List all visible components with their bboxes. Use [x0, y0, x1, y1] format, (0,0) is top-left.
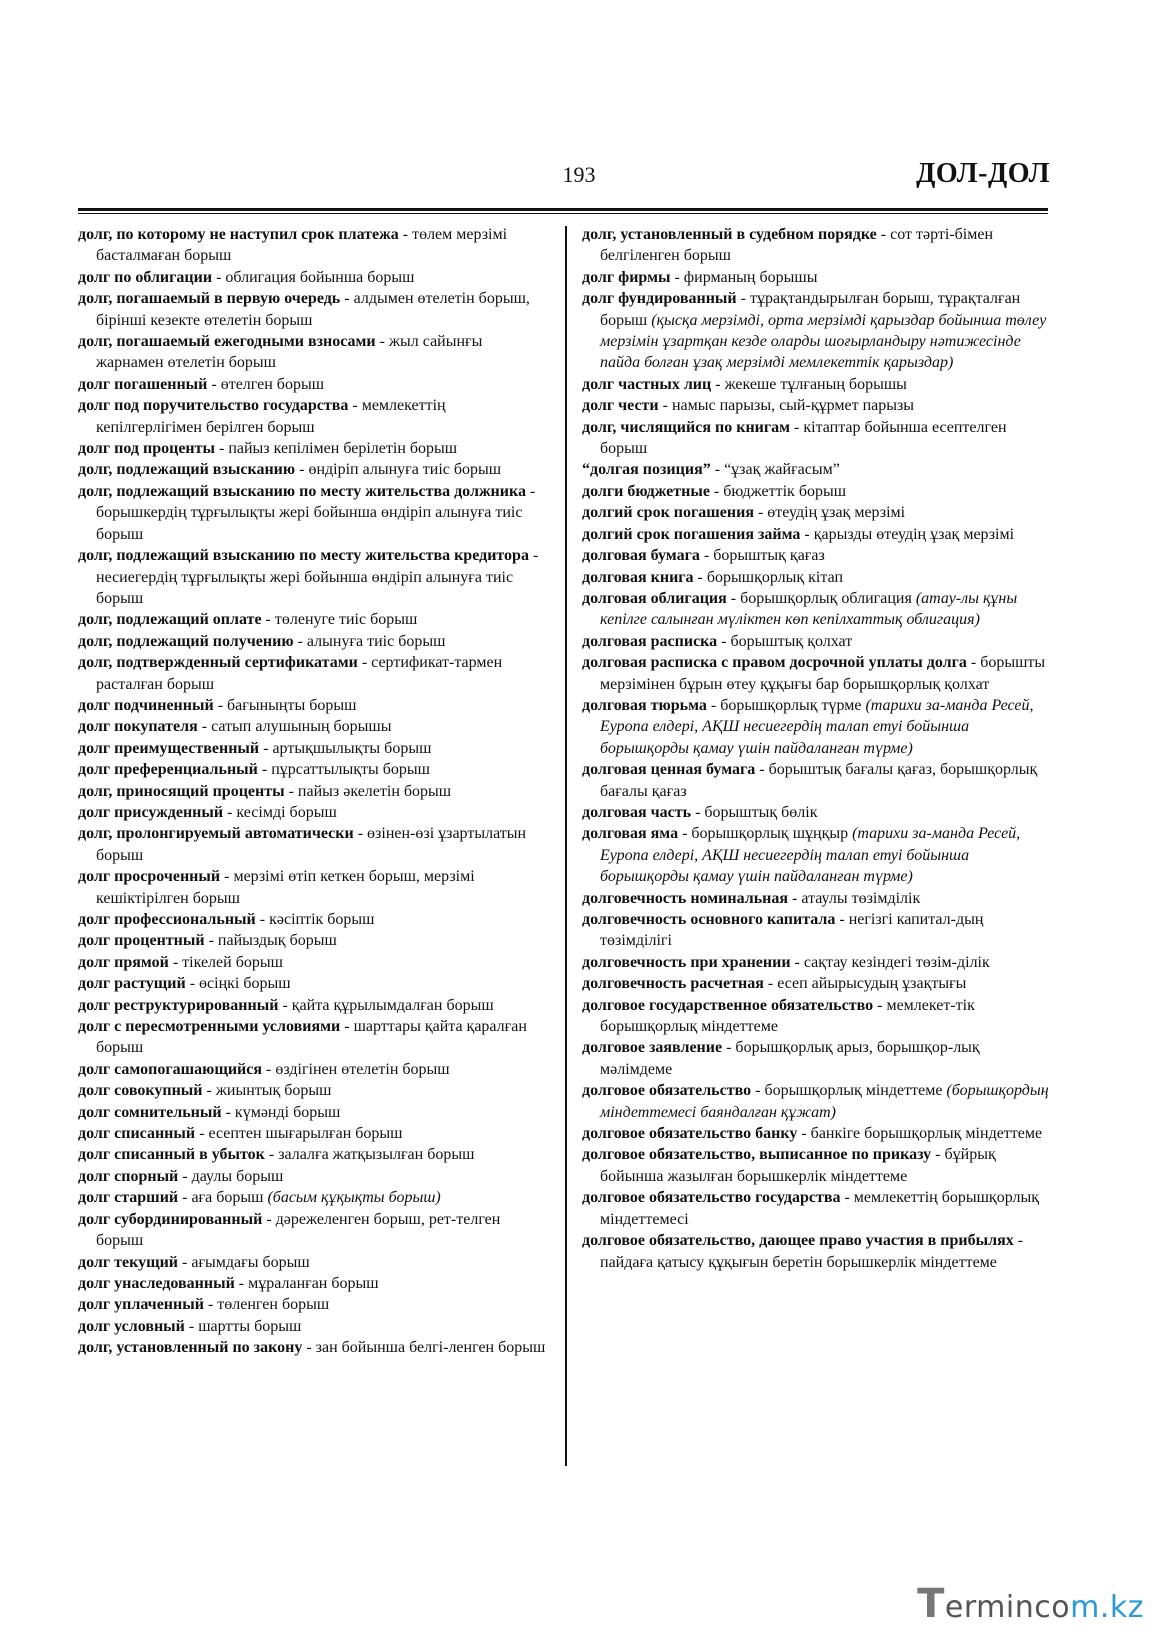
dictionary-entry [582, 909, 1050, 952]
entry-separator: - [797, 1125, 811, 1143]
entry-term: долг спорный [78, 1167, 179, 1185]
entry-definition: пұрсаттылықты борыш [271, 761, 430, 779]
entry-term: долг, погашаемый ежегодными взносами [78, 333, 376, 351]
dictionary-entry [78, 1187, 548, 1208]
entry-definition: шарттары қайта қаралған борыш [96, 1018, 527, 1057]
entry-separator: - [348, 397, 362, 415]
entry-separator: - [375, 333, 389, 351]
entry-definition: сот тәрті-бімен белгіленген борыш [600, 226, 994, 265]
entry-separator: - [763, 975, 778, 993]
entry-definition: намыс парызы, сый-құрмет парызы [671, 397, 915, 415]
entry-separator: - [736, 290, 750, 308]
entry-separator: - [185, 975, 200, 993]
dictionary-entry [78, 545, 548, 609]
entry-term: долг под поручительство государства [78, 397, 349, 415]
entry-term: долг, по которому не наступил срок платежа [78, 226, 399, 243]
entry-separator: - [800, 525, 814, 543]
entry-separator: - [751, 1082, 765, 1100]
entry-term: долг просроченный [78, 868, 221, 886]
entry-term: долг под проценты [78, 440, 215, 458]
entry-term: долг, подтвержденный сертификатами [78, 654, 358, 672]
entry-note: (тарихи за-манда Ресей, Еуропа елдері, АҚШ несиегердің талап етуі бойынша борышқорды қамау үшін пайдаланған түрме) [600, 825, 1021, 886]
entry-definition: өзінен-өзі ұзартылатын борыш [96, 825, 527, 864]
entry-separator: - [528, 547, 539, 565]
entry-separator: - [178, 1189, 192, 1207]
entry-term: долг, приносящий проценты [78, 782, 285, 800]
entry-definition: пайыз кепілімен берілетін борыш [228, 440, 458, 458]
entry-definition: қайта құрылымдалған борыш [291, 996, 494, 1014]
dictionary-entry [78, 973, 548, 994]
dictionary-entry [78, 695, 548, 716]
dictionary-entry [78, 1294, 548, 1315]
entry-term: долговая ценная бумага [582, 761, 756, 779]
entry-separator: - [788, 889, 802, 907]
entry-term: долг, пролонгируемый автоматически [78, 825, 354, 843]
dictionary-entry [78, 374, 548, 395]
entry-separator: - [340, 1018, 354, 1036]
entry-separator: - [753, 504, 768, 522]
dictionary-entry [582, 952, 1050, 973]
entry-separator: - [726, 589, 741, 607]
entry-separator: - [262, 1210, 276, 1228]
entry-definition: өсіңкі борыш [199, 975, 291, 993]
entry-separator: - [755, 761, 769, 779]
dictionary-entry [78, 1102, 548, 1123]
entry-term: долг старший [78, 1189, 179, 1207]
entry-definition: несиегердің тұрғылықты жері бойынша өндіріп алынуға тиіс борыш [96, 568, 514, 607]
entry-separator: - [711, 375, 725, 393]
terminkom-logo [917, 1581, 1144, 1627]
dictionary-entry [78, 631, 548, 652]
dictionary-entry [78, 224, 548, 267]
entry-definition: кәсіптік борыш [269, 911, 375, 928]
entry-term: долг покупателя [78, 718, 198, 736]
dictionary-entry [78, 459, 548, 480]
entry-note: (басым құқықты борыш) [267, 1189, 441, 1207]
entry-definition: сатып алушының борышы [211, 718, 392, 736]
dictionary-entry [78, 759, 548, 780]
dictionary-entry [78, 1273, 548, 1294]
dictionary-entry [78, 609, 548, 630]
entry-term: долговая часть [582, 803, 692, 821]
entry-separator: - [214, 440, 229, 458]
entry-term: долгий срок погашения займа [582, 525, 801, 543]
entry-separator: - [876, 226, 891, 243]
dictionary-entry [582, 759, 1050, 802]
entry-definition: даулы борыш [191, 1167, 284, 1185]
entry-separator: - [184, 1317, 199, 1335]
entry-separator: - [257, 761, 272, 779]
entry-term: долговечность основного капитала [582, 911, 836, 928]
entry-separator: - [234, 1274, 249, 1292]
entry-definition: зан бойынша белгі-ленген борыш [315, 1339, 546, 1357]
entry-definition: тұрақтандырылған борыш, тұрақталған борыш [600, 290, 1021, 329]
logo-letter: T [917, 1581, 945, 1627]
entry-definition: өздігінен өтелетін борыш [275, 1060, 450, 1078]
dictionary-entry [78, 909, 548, 930]
dictionary-entry [78, 716, 548, 737]
entry-separator: - [203, 1296, 218, 1314]
entry-term: долговое обязательство, дающее право участия в прибылях [582, 1232, 1014, 1250]
dictionary-entry [78, 438, 548, 459]
entry-definition: мемлекеттің кепілгерлігімен берілген борыш [96, 397, 446, 436]
entry-definition: мұраланған борыш [248, 1274, 379, 1292]
entry-separator: - [693, 568, 707, 586]
entry-term: долг, подлежащий получению [78, 632, 294, 650]
entry-definition: бағыныңты борыш [227, 696, 357, 714]
entry-definition: есептен шығарылған борыш [208, 1125, 403, 1143]
entry-separator: - [691, 803, 705, 821]
entry-definition: залалға жатқызылған борыш [278, 1146, 475, 1164]
entry-definition: борышқорлық міндеттеме [764, 1082, 943, 1100]
left-column [78, 224, 548, 1359]
entry-term: долговая бумага [582, 547, 700, 565]
entry-separator: - [212, 268, 226, 286]
entry-definition: төлем мерзімі басталмаған борыш [96, 226, 508, 265]
entry-term: долговая облигация [582, 589, 727, 607]
entry-definition: пайыз әкелетін борыш [297, 782, 452, 800]
entry-term: долг реструктурированный [78, 996, 279, 1014]
entry-definition: мерзімі өтіп кеткен борыш, мерзімі кешіктірілген борыш [96, 868, 475, 907]
dictionary-entry [582, 1037, 1050, 1080]
dictionary-entry [582, 588, 1050, 631]
section-title: ДОЛ-ДОЛ [916, 158, 1050, 189]
entry-term: долг с пересмотренными условиями [78, 1018, 341, 1036]
entry-term: долг, погашаемый в первую очередь [78, 290, 341, 308]
entry-definition: борыштық қолхат [730, 632, 853, 650]
dictionary-entry [78, 1337, 548, 1358]
entry-definition: сертификат-тармен расталған борыш [96, 654, 503, 693]
entry-term: долги бюджетные [582, 482, 710, 500]
entry-note: (тарихи за-манда Ресей, Еуропа елдері, АҚШ несиегердің талап етуі бойынша борышқорды қамау үшін пайдаланған түрме) [600, 696, 1034, 757]
dictionary-entry [582, 695, 1050, 759]
entry-term: долг, подлежащий взысканию по месту жительства должника [78, 482, 526, 500]
dictionary-entry [582, 652, 1050, 695]
entry-separator: - [264, 1146, 279, 1164]
entry-separator: - [255, 911, 270, 928]
entry-definition: сақтау кезіндегі төзім-ділік [803, 953, 990, 971]
entry-separator: - [340, 290, 354, 308]
entry-definition: шартты борыш [198, 1317, 302, 1335]
entry-definition: борыштық бөлік [704, 803, 818, 821]
entry-definition: пайдаға қатысу құқығын беретін борышкерлік міндеттеме [600, 1253, 997, 1271]
entry-term: долг профессиональный [78, 911, 256, 928]
entry-separator: - [873, 996, 887, 1014]
entry-definition: өндіріп алынуға тиіс борыш [308, 461, 502, 479]
entry-definition: тікелей борыш [182, 953, 283, 971]
entry-definition: банкіге борышқорлық міндеттеме [810, 1125, 1043, 1143]
header-rule-thick [78, 208, 1048, 211]
column-divider [565, 226, 567, 1466]
dictionary-entry [78, 1209, 548, 1252]
entry-definition: борыштық бағалы қағаз, борышқорлық бағалы қағаз [600, 761, 1038, 800]
entry-term: долг частных лиц [582, 375, 712, 393]
dictionary-entry [78, 481, 548, 545]
entry-separator: - [223, 803, 237, 821]
entry-term: долговое государственное обязательство [582, 996, 874, 1014]
entry-definition: жыл сайынғы жарнамен өтелетін борыш [96, 333, 483, 372]
entry-term: долг чести [582, 397, 659, 415]
entry-term: долговое обязательство государства [582, 1189, 841, 1207]
entry-separator: - [284, 782, 298, 800]
entry-separator: - [709, 482, 724, 500]
entry-separator: - [353, 825, 368, 843]
entry-term: долг растущий [78, 975, 186, 993]
dictionary-entry [582, 1080, 1050, 1123]
dictionary-entry [582, 288, 1050, 374]
entry-definition: борышқорлық арыз, борышқор-лық мәлімдеме [600, 1039, 980, 1078]
entry-separator: - [207, 375, 221, 393]
entry-term: долг совокупный [78, 1082, 203, 1100]
dictionary-entry [78, 331, 548, 374]
dictionary-entry [78, 866, 548, 909]
entry-term: долг, установленный в судебном порядке [582, 226, 877, 243]
entry-separator: - [302, 1339, 316, 1357]
entry-definition: кітаптар бойынша есептелген борыш [600, 418, 1007, 458]
dictionary-entry [582, 1187, 1050, 1230]
entry-term: долг присужденный [78, 803, 224, 821]
dictionary-entry [78, 288, 548, 331]
entry-term: долг унаследованный [78, 1274, 235, 1292]
entry-separator: - [262, 1060, 276, 1078]
entry-definition: негізгі капитал-дың төзімділігі [600, 911, 984, 950]
entry-term: долг, числящийся по книгам [582, 418, 791, 436]
entry-definition: алынуға тиіс борыш [306, 632, 446, 650]
dictionary-entry [582, 374, 1050, 395]
entry-definition: артықшылықты борыш [272, 739, 432, 757]
entry-term: долг прямой [78, 953, 169, 971]
entry-term: долговое обязательство, выписанное по приказу [582, 1146, 932, 1164]
dictionary-entry [78, 1080, 548, 1101]
entry-definition: борышты мерзімінен бұрын өтеу құқығы бар борышқорлық қолхат [600, 654, 1046, 693]
dictionary-entry [582, 1123, 1050, 1144]
entry-definition: төленуге тиіс борыш [274, 611, 418, 629]
dictionary-entry [78, 1316, 548, 1337]
entry-definition: борышқорлық кітап [706, 568, 844, 586]
entry-definition: жиынтық борыш [215, 1082, 332, 1100]
entry-separator: - [790, 418, 804, 436]
dictionary-entry [78, 823, 548, 866]
entry-definition: жекеше тұлғаның борышы [724, 375, 907, 393]
dictionary-entry [582, 973, 1050, 994]
entry-separator: - [168, 953, 183, 971]
entry-term: долговая книга [582, 568, 694, 586]
entry-term: долговечность при хранении [582, 953, 791, 971]
entry-term: долговая яма [582, 825, 679, 843]
dictionary-entry [78, 1123, 548, 1144]
entry-term: долг списанный в убыток [78, 1146, 265, 1164]
entry-definition: борыштық қағаз [713, 547, 825, 565]
entry-definition: атаулы төзімділік [801, 889, 921, 907]
entry-note: (борышқордың міндеттемесі баяндалған құжат) [600, 1082, 1049, 1121]
entry-definition: фирманың борышы [683, 268, 818, 286]
entry-term: долг уплаченный [78, 1296, 204, 1314]
entry-separator: - [699, 547, 714, 565]
entry-term: долг погашенный [78, 375, 208, 393]
header-rule-thin [78, 213, 1048, 214]
entry-definition: күмәнді борыш [234, 1103, 341, 1121]
entry-definition: пайыздық борыш [217, 932, 337, 950]
entry-definition: төленген борыш [217, 1296, 330, 1314]
dictionary-entry [78, 1144, 548, 1165]
entry-term: долг сомнительный [78, 1103, 222, 1121]
entry-separator: - [840, 1189, 854, 1207]
entry-separator: - [295, 461, 309, 479]
right-column [582, 224, 1050, 1273]
dictionary-entry [78, 395, 548, 438]
entry-definition: борышқорлық шұңқыр [691, 825, 849, 843]
entry-separator: - [195, 1125, 209, 1143]
entry-term: долг списанный [78, 1125, 196, 1143]
entry-separator: - [398, 226, 413, 243]
entry-term: долговечность номинальная [582, 889, 789, 907]
entry-definition: ағымдағы борыш [191, 1253, 310, 1271]
entry-definition: өтелген борыш [220, 375, 325, 393]
entry-definition: борышқорлық облигация [740, 589, 912, 607]
entry-separator: - [717, 632, 731, 650]
entry-term: долг по облигации [78, 268, 213, 286]
dictionary-entry [582, 995, 1050, 1038]
entry-term: долг преимущественный [78, 739, 260, 757]
dictionary-entry [78, 930, 548, 951]
dictionary-entry [582, 823, 1050, 887]
logo-text-b: m.kz [1070, 1590, 1144, 1625]
entry-separator: - [966, 654, 981, 672]
dictionary-entry [78, 1059, 548, 1080]
dictionary-entry [78, 738, 548, 759]
dictionary-entry [78, 781, 548, 802]
entry-separator: - [202, 1082, 216, 1100]
entry-term: долг, подлежащий взысканию по месту жительства кредитора [78, 547, 529, 565]
entry-definition: мемлекет-тік борышқорлық міндеттеме [600, 996, 975, 1036]
entry-separator: - [278, 996, 292, 1014]
entry-definition: аға борыш [191, 1189, 264, 1207]
dictionary-entry [582, 481, 1050, 502]
entry-separator: - [259, 739, 273, 757]
entry-separator: - [357, 654, 372, 672]
entry-term: долг преференциальный [78, 761, 258, 779]
entry-separator: - [213, 696, 228, 714]
entry-term: долг субординированный [78, 1210, 263, 1228]
entry-term: долг, подлежащий оплате [78, 611, 262, 629]
entry-note: (атау-лы құны кепілге салынған мүліктен көп кепілхаттық облигация) [600, 589, 1018, 629]
entry-term: долговое заявление [582, 1039, 723, 1057]
dictionary-entry [78, 267, 548, 288]
entry-definition: облигация бойынша борыш [225, 268, 415, 286]
entry-note: (қысқа мерзімді, орта мерзімді қарыздар бойынша төлеу мерзімін ұзартқан кезде оларды шоғырландыру нәтижесінде пайда болған ұзақ мерзімді мемлекеттік қарыздар) [600, 311, 1047, 372]
entry-separator: - [178, 1167, 192, 1185]
page-number: 193 [562, 162, 596, 187]
entry-definition: “ұзақ жайғасым” [724, 461, 840, 479]
entry-term: долговечность расчетная [582, 975, 764, 993]
dictionary-entry [582, 631, 1050, 652]
entry-term: долговое обязательство [582, 1082, 752, 1100]
entry-definition: борышкердің тұрғылықты жері бойынша өндіріп алынуға тиіс борыш [96, 504, 523, 543]
entry-separator: - [710, 461, 725, 479]
entry-term: долговая расписка [582, 632, 718, 650]
entry-term: долг подчиненный [78, 696, 214, 714]
dictionary-entry [582, 802, 1050, 823]
dictionary-entry [582, 395, 1050, 416]
entry-term: долг текущий [78, 1253, 179, 1271]
dictionary-entry [78, 652, 548, 695]
entry-definition: кесімді борыш [236, 803, 337, 821]
dictionary-entry [582, 545, 1050, 566]
dictionary-entry [582, 502, 1050, 523]
entry-separator: - [678, 825, 692, 843]
dictionary-entry [582, 888, 1050, 909]
dictionary-entry [582, 524, 1050, 545]
entry-definition: борышқорлық түрме [720, 696, 862, 714]
entry-term: долг фирмы [582, 268, 671, 286]
entry-definition: өтеудің ұзақ мерзімі [767, 504, 906, 522]
entry-term: долг, установленный по закону [78, 1339, 303, 1357]
entry-term: долгий срок погашения [582, 504, 754, 522]
entry-separator: - [178, 1253, 192, 1271]
entry-separator: - [204, 932, 218, 950]
entry-definition: қарызды өтеудің ұзақ мерзімі [813, 525, 1015, 543]
entry-separator: - [931, 1146, 945, 1164]
logo-text-a: ermincо [944, 1590, 1071, 1625]
entry-separator: - [197, 718, 212, 736]
entry-term: долг самопогашающийся [78, 1060, 263, 1078]
dictionary-entry [78, 1166, 548, 1187]
dictionary-entry [582, 567, 1050, 588]
entry-term: долг фундированный [582, 290, 737, 308]
dictionary-entry [582, 417, 1050, 460]
dictionary-entry [78, 1016, 548, 1059]
entry-separator: - [221, 1103, 235, 1121]
entry-definition: есеп айырысудың ұзақтығы [777, 975, 967, 993]
entry-separator: - [220, 868, 234, 886]
entry-separator: - [293, 632, 307, 650]
entry-separator: - [706, 696, 721, 714]
dictionary-entry [78, 802, 548, 823]
entry-term: долг, подлежащий взысканию [78, 461, 296, 479]
entry-separator: - [790, 953, 804, 971]
entry-separator: - [525, 482, 536, 500]
entry-term: “долгая позиция” [582, 461, 711, 479]
entry-term: долговая тюрьма [582, 696, 707, 714]
entry-separator: - [658, 397, 672, 415]
dictionary-entry [582, 1230, 1050, 1273]
dictionary-entry [582, 459, 1050, 480]
entry-definition: дәрежеленген борыш, рет-телген борыш [96, 1210, 501, 1250]
dictionary-entry [78, 1252, 548, 1273]
dictionary-entry [78, 952, 548, 973]
entry-term: долг условный [78, 1317, 185, 1335]
entry-definition: алдымен өтелетін борыш, бірінші кезекте өтелетін борыш [96, 290, 530, 329]
entry-separator: - [261, 611, 275, 629]
entry-term: долговая расписка с правом досрочной уплаты долга [582, 654, 967, 672]
entry-definition: бюджеттік борыш [723, 482, 847, 500]
dictionary-entry [582, 267, 1050, 288]
entry-term: долговое обязательство банку [582, 1125, 798, 1143]
dictionary-entry [582, 224, 1050, 267]
entry-separator: - [670, 268, 684, 286]
dictionary-entry [78, 995, 548, 1016]
entry-separator: - [1013, 1232, 1024, 1250]
entry-separator: - [722, 1039, 736, 1057]
dictionary-entry [582, 1144, 1050, 1187]
entry-definition: мемлекеттің борышқорлық міндеттемесі [600, 1189, 1039, 1228]
entry-term: долг процентный [78, 932, 205, 950]
entry-separator: - [835, 911, 849, 928]
entry-definition: бұйрық бойынша жазылған борышкерлік міндеттеме [600, 1146, 996, 1185]
